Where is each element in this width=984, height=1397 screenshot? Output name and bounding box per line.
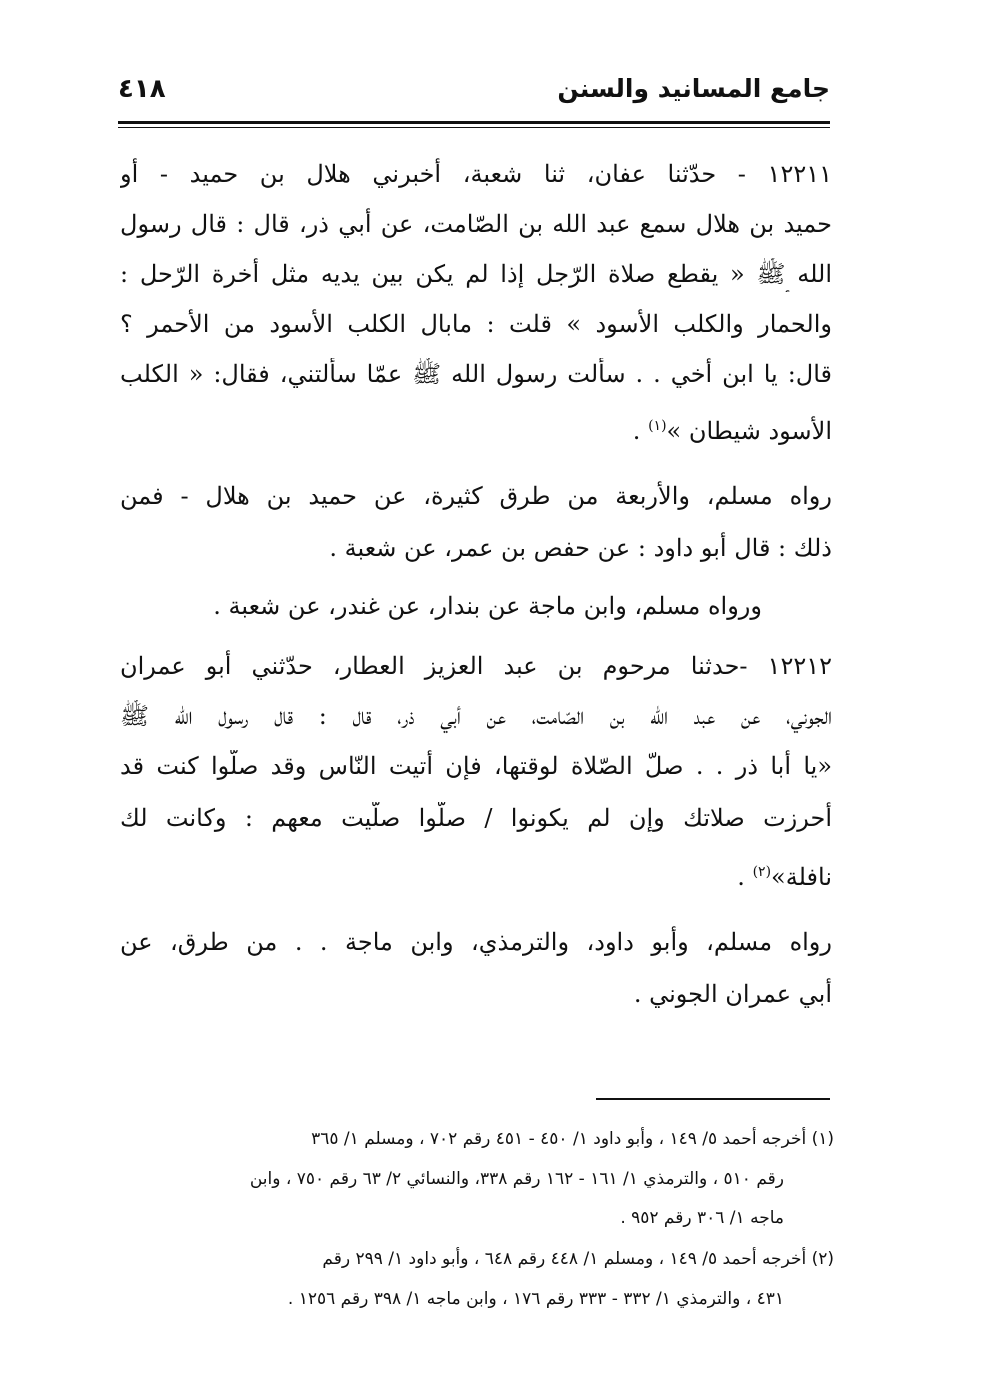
hadith-12211-line-1: ١٢٢١١ - حدّثنا عفان، ثنا شعبة، أخبرني هلال بن حميد - أو bbox=[120, 160, 832, 188]
hadith-12211-line-3: الله ﷺ « يقطع صلاة الرّجل إذا لم يكن بين يديه مثل أخرة الرّحل : bbox=[120, 260, 832, 288]
hadith-12212-end: . bbox=[737, 863, 753, 891]
hadith-12212-line-1: ١٢٢١٢ -حدثنا مرحوم بن عبد العزيز العطار، حدّثني أبو عمران bbox=[120, 652, 832, 680]
hadith-12212-last-text: نافلة» bbox=[771, 863, 832, 891]
footnote-2-line-2: ٤٣١ ، والترمذي ١/ ٣٣٢ - ٣٣٣ رقم ١٧٦ ، وابن ماجه ١/ ٣٩٨ رقم ١٢٥٦ . bbox=[287, 1289, 784, 1309]
hadith-12211-end: . bbox=[632, 417, 649, 445]
book-title: جامع المسانيد والسنن bbox=[557, 74, 830, 103]
header-rule bbox=[118, 121, 830, 124]
page-number: ٤١٨ bbox=[118, 74, 166, 104]
footnote-ref-1[interactable]: (١) bbox=[648, 418, 667, 434]
commentary-2-line-1: رواه مسلم، وأبو داود، والترمذي، وابن ماجة . . من طرق، عن bbox=[120, 928, 832, 956]
hadith-12211-line-6 bbox=[633, 410, 832, 444]
hadith-12211-line-4: والحمار والكلب الأسود » قلت : مابال الكلب الأسود من الأحمر ؟ bbox=[120, 310, 832, 338]
commentary-1-line-2: ذلك : قال أبو داود : عن حفص بن عمر، عن شعبة . bbox=[329, 534, 832, 562]
hadith-12212-line-2: الجوني، عن عبد الله بن الصّامت، عن أبي ذر، قال : قال رسول الله ﷺ bbox=[120, 702, 832, 730]
hadith-12211-last-text: الأسود شيطان » bbox=[666, 417, 832, 445]
footnote-1-line-3: ماجه ١/ ٣٠٦ رقم ٩٥٢ . bbox=[620, 1208, 784, 1228]
hadith-12212-line-4: أحرزت صلاتك وإن لم يكونوا / صلّوا صلّيت معهم : وكانت لك bbox=[120, 804, 832, 832]
page-header bbox=[118, 74, 830, 120]
hadith-12211-line-5: قال: يا ابن أخي . . سألت رسول الله ﷺ عمّا سألتني، فقال: « الكلب bbox=[120, 360, 832, 388]
footnote-rule bbox=[596, 1098, 830, 1100]
footnote-1-line-1: (١) أخرجه أحمد ٥/ ١٤٩ ، وأبو داود ١/ ٤٥٠ - ٤٥١ رقم ٧٠٢ ، ومسلم ١/ ٣٦٥ bbox=[311, 1129, 834, 1149]
header-rule-thin bbox=[118, 127, 830, 128]
hadith-12212-line-3: «يا أبا ذر . . صلّ الصّلاة لوقتها، فإن أتيت النّاس وقد صلّوا كنت قد bbox=[120, 752, 832, 780]
commentary-1-line-1: رواه مسلم، والأربعة من طرق كثيرة، عن حميد بن هلال - فمن bbox=[120, 482, 832, 510]
hadith-12212-line-5 bbox=[737, 856, 832, 890]
hadith-12211-line-2: حميد بن هلال سمع عبد الله بن الصّامت، عن أبي ذر، قال : قال رسول bbox=[120, 210, 832, 238]
commentary-1-line-3: ورواه مسلم، وابن ماجة عن بندار، عن غندر، عن شعبة . bbox=[213, 592, 762, 620]
footnote-ref-2[interactable]: (٢) bbox=[752, 864, 772, 880]
commentary-2-line-2: أبي عمران الجوني . bbox=[633, 980, 832, 1008]
footnote-1-line-2: رقم ٥١٠ ، والترمذي ١/ ١٦١ - ١٦٢ رقم ٣٣٨، والنسائي ٢/ ٦٣ رقم ٧٥٠ ، وابن bbox=[249, 1169, 784, 1189]
footnote-2-line-1: (٢) أخرجه أحمد ٥/ ١٤٩ ، ومسلم ١/ ٤٤٨ رقم ٦٤٨ ، وأبو داود ١/ ٢٩٩ رقم bbox=[322, 1249, 834, 1269]
